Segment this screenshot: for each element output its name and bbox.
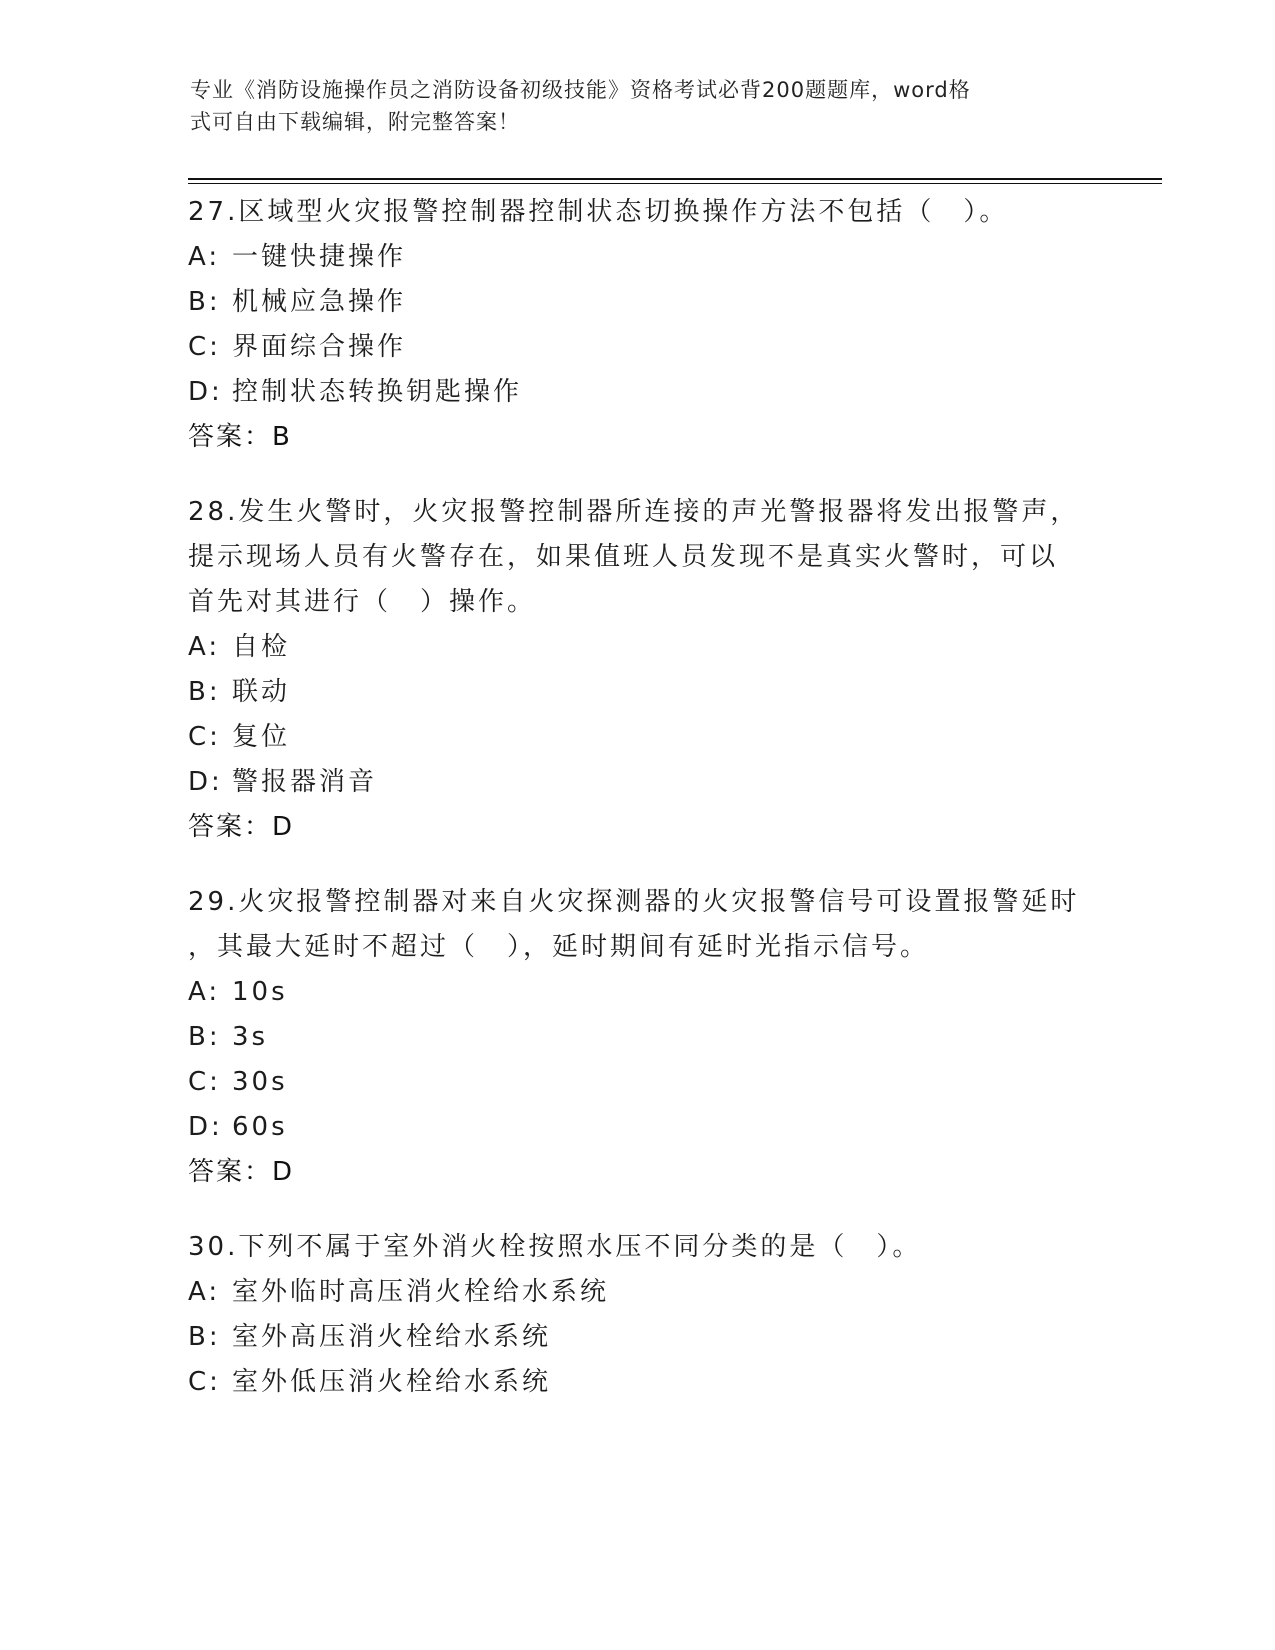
option-letter: B: (188, 1322, 221, 1352)
option-letter: B: (188, 677, 221, 707)
header-divider-thick (188, 178, 1162, 180)
question-stem-line: 提示现场人员有火警存在，如果值班人员发现不是真实火警时，可以 (188, 542, 1059, 572)
option-c (188, 1360, 1088, 1405)
option-d (188, 1105, 1088, 1150)
option-text: 警报器消音 (232, 767, 378, 797)
option-a (188, 625, 1088, 670)
option-b (188, 1015, 1088, 1060)
option-letter: A: (188, 242, 221, 272)
option-c (188, 325, 1088, 370)
option-text: 室外高压消火栓给水系统 (232, 1322, 552, 1352)
document-header (190, 74, 1070, 138)
header-line-1: 专业《消防设施操作员之消防设备初级技能》资格考试必背200题题库，word格 (190, 78, 971, 102)
header-divider-thin (188, 183, 1162, 184)
question-stem-line: ，其最大延时不超过（ ），延时期间有延时光指示信号。 (188, 932, 930, 962)
option-letter: D: (188, 1112, 223, 1142)
option-text: 3s (232, 1022, 269, 1052)
option-letter: C: (188, 1067, 221, 1097)
option-letter: A: (188, 977, 221, 1007)
question-stem-line: 首先对其进行（ ）操作。 (188, 587, 537, 617)
option-b (188, 1315, 1088, 1360)
option-a (188, 1270, 1088, 1315)
question-list (188, 190, 1088, 1435)
option-letter: D: (188, 767, 223, 797)
answer-line: 答案：D (188, 1157, 295, 1187)
question-27 (188, 190, 1088, 460)
option-text: 一键快捷操作 (232, 242, 407, 272)
option-text: 10s (232, 977, 288, 1007)
question-stem-line: 29.火灾报警控制器对来自火灾探测器的火灾报警信号可设置报警延时 (188, 887, 1080, 917)
question-30 (188, 1225, 1088, 1405)
option-letter: C: (188, 1367, 221, 1397)
question-stem-line: 27.区域型火灾报警控制器控制状态切换操作方法不包括（ ）。 (188, 197, 1009, 227)
option-text: 室外低压消火栓给水系统 (232, 1367, 552, 1397)
option-d (188, 760, 1088, 805)
option-d (188, 370, 1088, 415)
option-c (188, 1060, 1088, 1105)
question-stem-line: 30.下列不属于室外消火栓按照水压不同分类的是（ ）。 (188, 1232, 922, 1262)
option-letter: B: (188, 1022, 221, 1052)
question-28 (188, 490, 1088, 850)
answer-line: 答案：B (188, 422, 292, 452)
question-stem-line: 28.发生火警时，火灾报警控制器所连接的声光警报器将发出报警声， (188, 497, 1080, 527)
option-letter: A: (188, 632, 221, 662)
header-line-2: 式可自由下载编辑，附完整答案！ (190, 110, 520, 134)
option-text: 界面综合操作 (232, 332, 407, 362)
option-letter: D: (188, 377, 223, 407)
option-text: 控制状态转换钥匙操作 (232, 377, 523, 407)
option-letter: B: (188, 287, 221, 317)
option-letter: C: (188, 332, 221, 362)
option-text: 自检 (232, 632, 291, 662)
option-letter: A: (188, 1277, 221, 1307)
option-text: 联动 (232, 677, 291, 707)
option-text: 30s (232, 1067, 288, 1097)
option-text: 机械应急操作 (232, 287, 407, 317)
option-letter: C: (188, 722, 221, 752)
answer-line: 答案：D (188, 812, 295, 842)
option-b (188, 670, 1088, 715)
option-a (188, 970, 1088, 1015)
option-c (188, 715, 1088, 760)
question-29 (188, 880, 1088, 1195)
option-text: 复位 (232, 722, 291, 752)
option-text: 室外临时高压消火栓给水系统 (232, 1277, 610, 1307)
option-text: 60s (232, 1112, 288, 1142)
option-b (188, 280, 1088, 325)
option-a (188, 235, 1088, 280)
